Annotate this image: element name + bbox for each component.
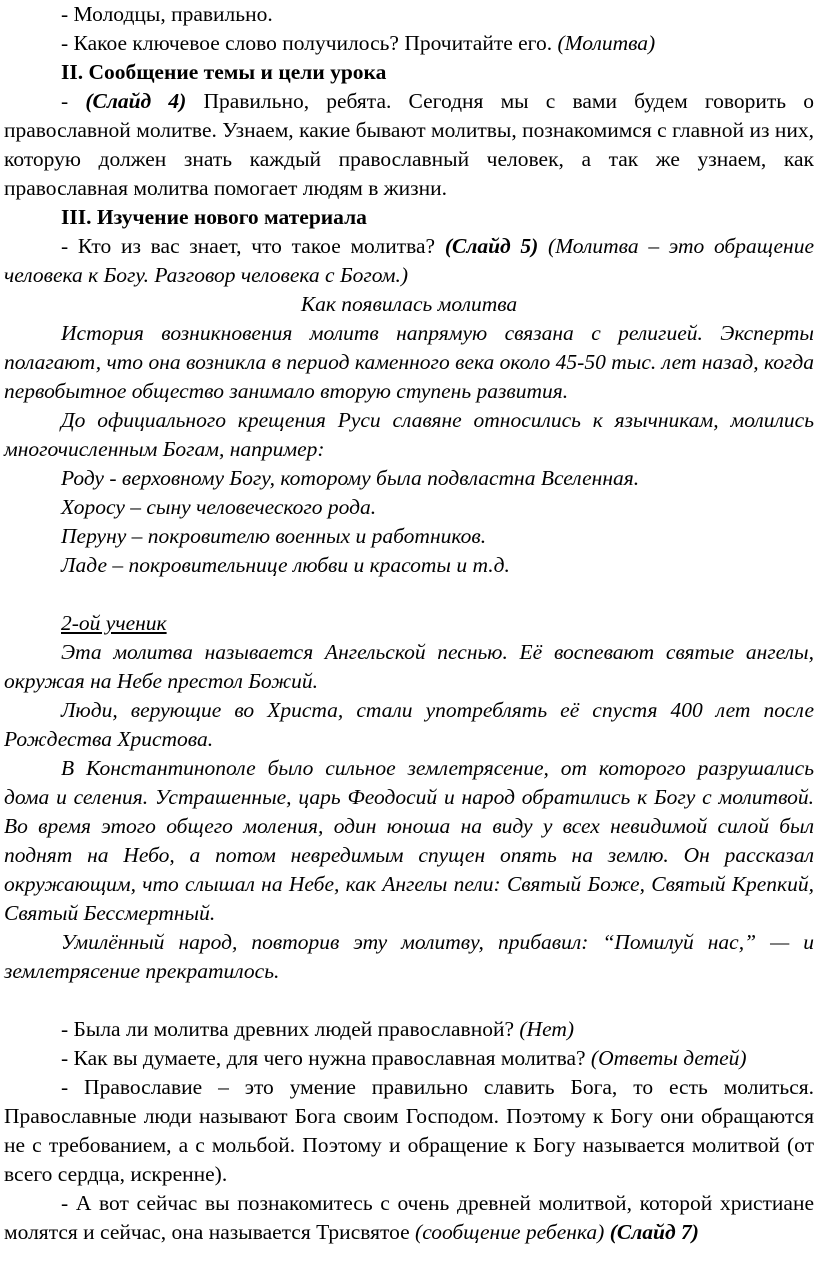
student-2-paragraph-4: Умилённый народ, повторив эту молитву, прибавил: “Помилуй нас,” — и землетрясение прекратилось.: [4, 930, 814, 983]
child-message-note: (сообщение ребенка): [415, 1220, 605, 1244]
section-2-heading: II. Сообщение темы и цели урока: [61, 60, 387, 84]
god-item: Перуну – покровителю военных и работников.: [61, 524, 487, 548]
children-answers-note: (Ответы детей): [590, 1046, 747, 1070]
god-item: Ладе – покровительнице любви и красоты и т.д.: [61, 553, 510, 577]
history-paragraph-2: До официального крещения Руси славяне относились к язычникам, молились многочисленным Богам, например:: [4, 408, 814, 461]
answer-no: (Нет): [519, 1017, 575, 1041]
section-2-dash: -: [61, 89, 86, 113]
slide-5-label: (Слайд 5): [444, 234, 539, 258]
history-paragraph-1: История возникновения молитв напрямую связана с религией. Эксперты полагают, что она возникла в период каменного века около 45-50 тыс. лет назад, когда первобытное общество занимало вторую ступень развития.: [4, 321, 814, 403]
question-ancient-prayer-text: - Была ли молитва древних людей православной?: [61, 1017, 515, 1041]
section-2-paragraph: [0, 87, 816, 203]
student-2-paragraph-2: Люди, верующие во Христа, стали употреблять её спустя 400 лет после Рождества Христова.: [4, 698, 814, 751]
section-3-heading: III. Изучение нового материала: [61, 205, 367, 229]
prayer-question: - Кто из вас знает, что такое молитва?: [61, 234, 436, 258]
subtitle-prayer-origin: Как появилась молитва: [300, 292, 518, 316]
question-purpose: [0, 1044, 816, 1073]
line-praise: [0, 0, 816, 29]
spacer: [0, 986, 816, 1015]
student-2-paragraph-1: Эта молитва называется Ангельской песнью. Её воспевают святые ангелы, окружая на Небе престол Божий.: [4, 640, 814, 693]
line-praise-text: - Молодцы, правильно.: [61, 2, 273, 26]
god-item: Хоросу – сыну человеческого рода.: [61, 495, 377, 519]
prayer-definition: (Молитва – это обращение человека к Богу. Разговор человека с Богом.): [4, 234, 814, 287]
prayer-definition-paragraph: [0, 232, 816, 290]
trisagion-text: - А вот сейчас вы познакомитесь с очень древней молитвой, которой христиане молятся и сейчас, она называется Трисвятое: [4, 1191, 814, 1244]
keyword-question-text: - Какое ключевое слово получилось? Прочитайте его.: [61, 31, 553, 55]
section-2-text: Правильно, ребята. Сегодня мы с вами будем говорить о православной молитве. Узнаем, какие бывают молитвы, познакомимся с главной из них, которую должен знать каждый православный человек, а так же узнаем, как православная молитва помогает людям в жизни.: [4, 89, 814, 200]
trisagion-paragraph: [0, 1189, 816, 1247]
god-item: Роду - верховному Богу, которому была подвластна Вселенная.: [61, 466, 640, 490]
line-keyword-question: [0, 29, 816, 58]
student-2-paragraph-3: В Константинополе было сильное землетрясение, от которого разрушались дома и селения. Устрашенные, царь Феодосий и народ обратились к Богу с молитвой. Во время этого общего моления, один юноша на виду у всех невидимой силой был поднят на Небо, а потом невредимым спущен опять на землю. Он рассказал окружающим, что слышал на Небе, как Ангелы пели: Святый Боже, Святый Крепкий, Святый Бессмертный.: [4, 756, 814, 925]
question-purpose-text: - Как вы думаете, для чего нужна православная молитва?: [61, 1046, 586, 1070]
keyword-answer: (Молитва): [557, 31, 656, 55]
slide-4-label: (Слайд 4): [85, 89, 187, 113]
spacer: [0, 580, 816, 609]
student-2-label: 2-ой ученик: [61, 611, 167, 635]
orthodoxy-paragraph: - Православие – это умение правильно славить Бога, то есть молиться. Православные люди называют Бога своим Господом. Поэтому к Богу они обращаются не с требованием, а с мольбой. Поэтому и обращение к Богу называется молитвой (от всего сердца, искренне).: [4, 1075, 814, 1186]
slide-7-label: (Слайд 7): [609, 1220, 699, 1244]
question-ancient-prayer: [0, 1015, 816, 1044]
